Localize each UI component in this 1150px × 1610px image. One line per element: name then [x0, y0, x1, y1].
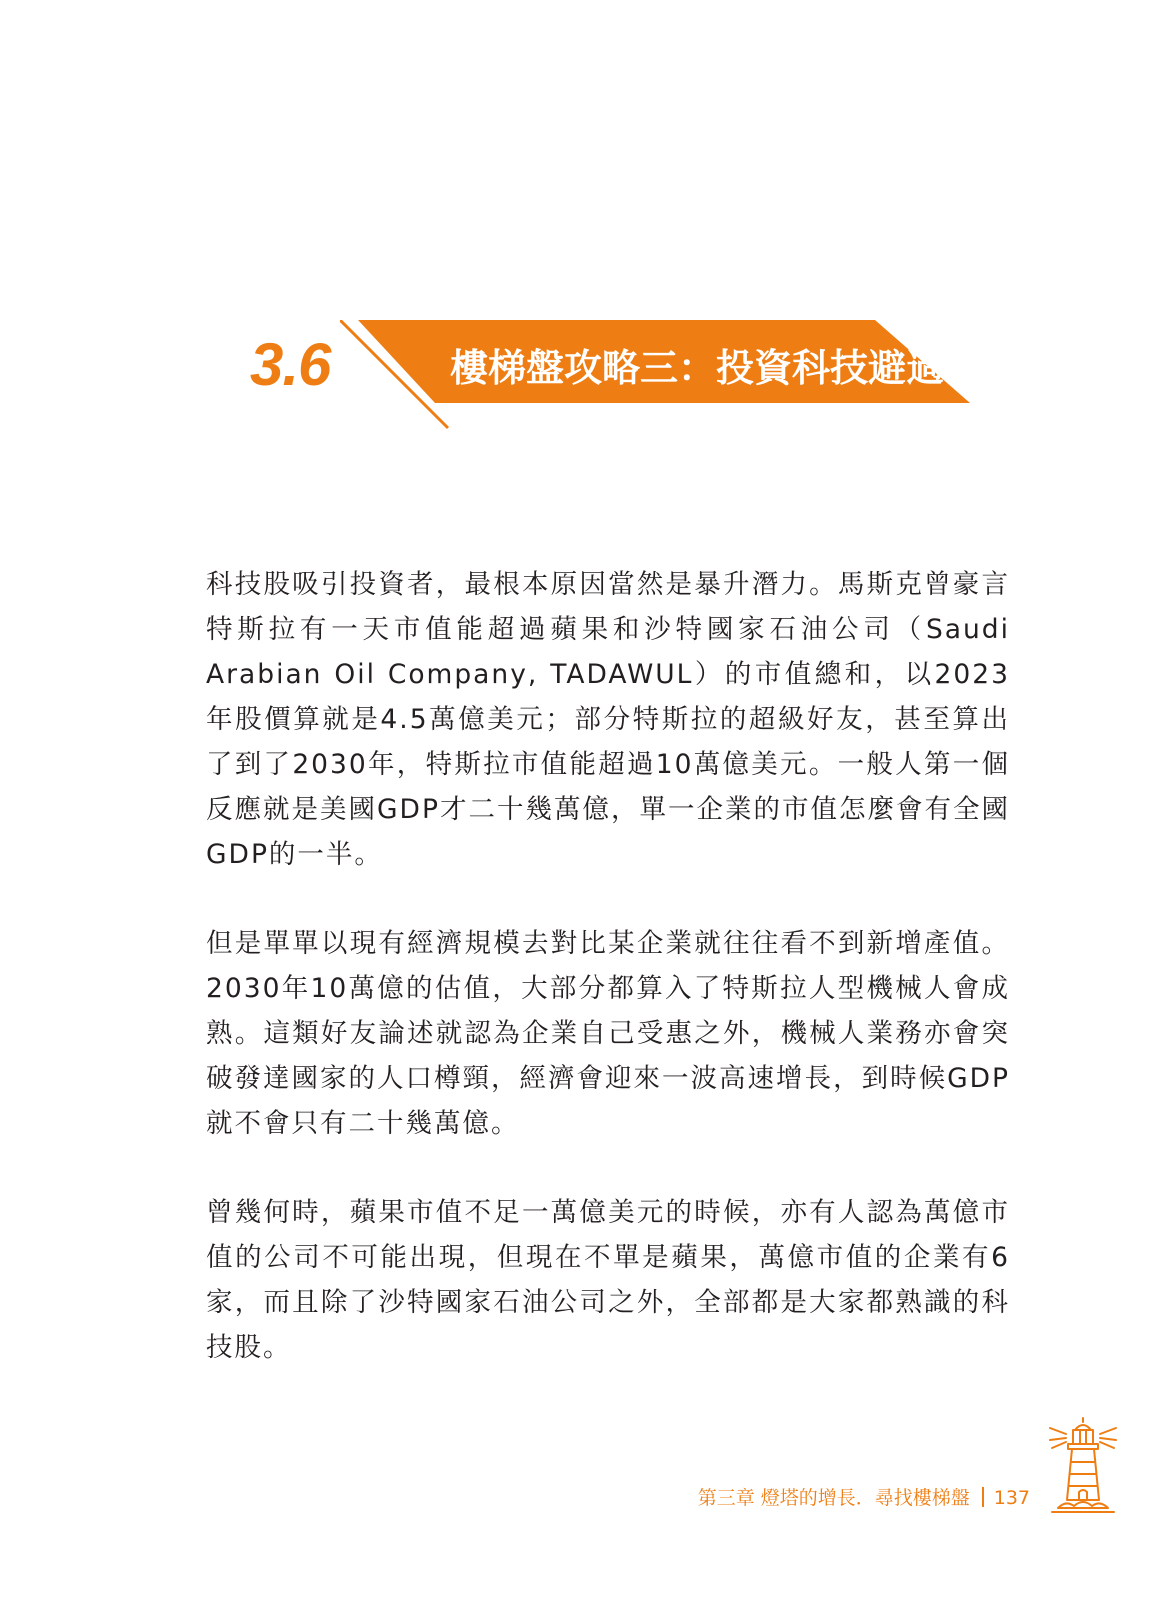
body-text	[206, 562, 1010, 1414]
paragraph-1: 科技股吸引投資者，最根本原因當然是暴升潛力。馬斯克曾豪言特斯拉有一天市值能超過蘋果和沙特國家石油公司（Saudi Arabian Oil Company, TADAWUL）的市值總和，以2023年股價算就是4.5萬億美元；部分特斯拉的超級好友，甚至算出了到了2030年，特斯拉市值能超過10萬億美元。一般人第一個反應就是美國GDP才二十幾萬億，單一企業的市值怎麼會有全國GDP的一半。	[206, 569, 1010, 870]
paragraph-3: 曾幾何時，蘋果市值不足一萬億美元的時候，亦有人認為萬億市值的公司不可能出現，但現在不單是蘋果，萬億市值的企業有6家，而且除了沙特國家石油公司之外，全部都是大家都熟識的科技股。	[206, 1197, 1010, 1363]
footer-separator	[982, 1487, 984, 1507]
page-number: 137	[993, 1487, 1030, 1509]
section-number: 3.6	[250, 331, 331, 398]
lighthouse-icon	[1048, 1416, 1118, 1516]
section-title: 樓梯盤攻略三：投資科技避過德川效應	[450, 345, 1097, 390]
footer-chapter: 第三章 燈塔的增長．尋找樓梯盤	[697, 1487, 970, 1509]
page-footer	[698, 1484, 1030, 1512]
paragraph-2: 但是單單以現有經濟規模去對比某企業就往往看不到新增產值。2030年10萬億的估值，大部分都算入了特斯拉人型機械人會成熟。這類好友論述就認為企業自己受惠之外，機械人業務亦會突破發達國家的人口樽頸，經濟會迎來一波高速增長，到時候GDP就不會只有二十幾萬億。	[206, 928, 1010, 1139]
